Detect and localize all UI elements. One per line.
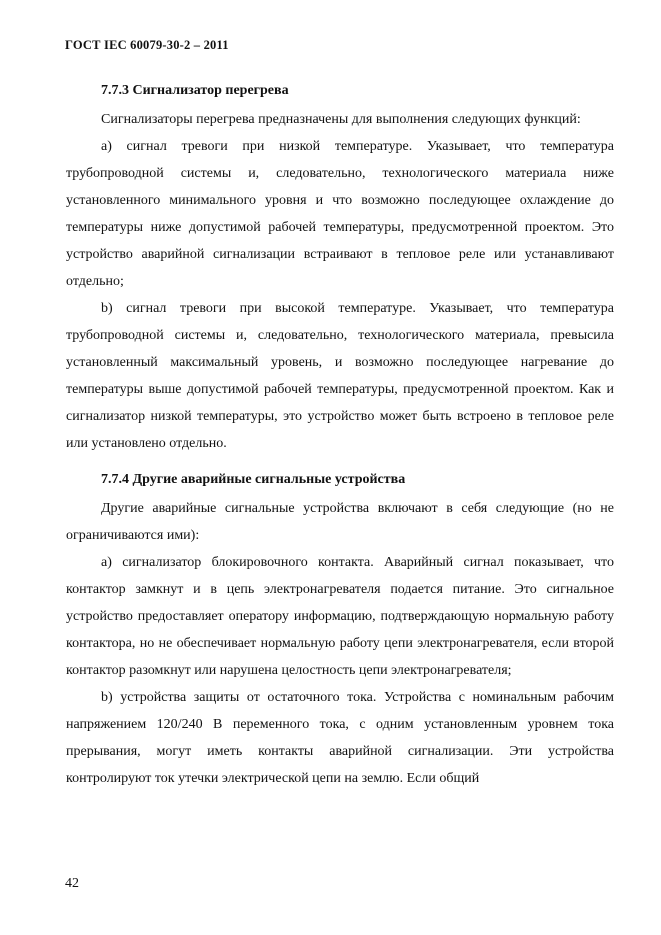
section-7-7-3-intro: Сигнализаторы перегрева предназначены для выполнения следующих функций: (101, 112, 581, 127)
section-heading-7-7-3: 7.7.3 Сигнализатор перегрева (101, 83, 289, 98)
page-content (66, 79, 614, 792)
section-7-7-4-item-a: а) сигнализатор блокировочного контакта. Аварийный сигнал показывает, что контактор замкнут и в цепь электронагревателя подается питание. Это сигнальное устройство предоставляет оператору информацию, подтверждающую нормальную работу контактора, но не обеспечивает нормальную работу цепи электронагревателя, если второй контактор разомкнут или нарушена целостность цепи электронагревателя; (66, 555, 614, 678)
running-header: ГОСТ IEC 60079-30-2 – 2011 (65, 38, 229, 52)
page-number: 42 (65, 876, 79, 891)
section-7-7-4-intro: Другие аварийные сигнальные устройства включают в себя следующие (но не ограничиваются ими): (66, 501, 614, 543)
section-heading-7-7-4: 7.7.4 Другие аварийные сигнальные устройства (101, 472, 406, 487)
section-7-7-3-item-b: b) сигнал тревоги при высокой температуре. Указывает, что температура трубопроводной системы и, следовательно, технологического материала, превысила установленный максимальный уровень, и возможно последующее нагревание до температуры выше допустимой рабочей температуры, предусмотренной проектом. Как и сигнализатор низкой температуры, это устройство может быть встроено в тепловое реле или установлено отдельно. (66, 301, 614, 451)
section-7-7-4-item-b: b) устройства защиты от остаточного тока. Устройства с номинальным рабочим напряжением 120/240 В переменного тока, с одним установленным уровнем тока прерывания, могут иметь контакты аварийной сигнализации. Эти устройства контролируют ток утечки электрической цепи на землю. Если общий (66, 690, 614, 786)
section-7-7-3-item-a: а) сигнал тревоги при низкой температуре. Указывает, что температура трубопроводной системы и, следовательно, технологического материала ниже установленного минимального уровня и что возможно последующее охлаждение до температуры ниже допустимой рабочей температуры, предусмотренной проектом. Это устройство аварийной сигнализации встраивают в тепловое реле или устанавливают отдельно; (66, 139, 614, 289)
